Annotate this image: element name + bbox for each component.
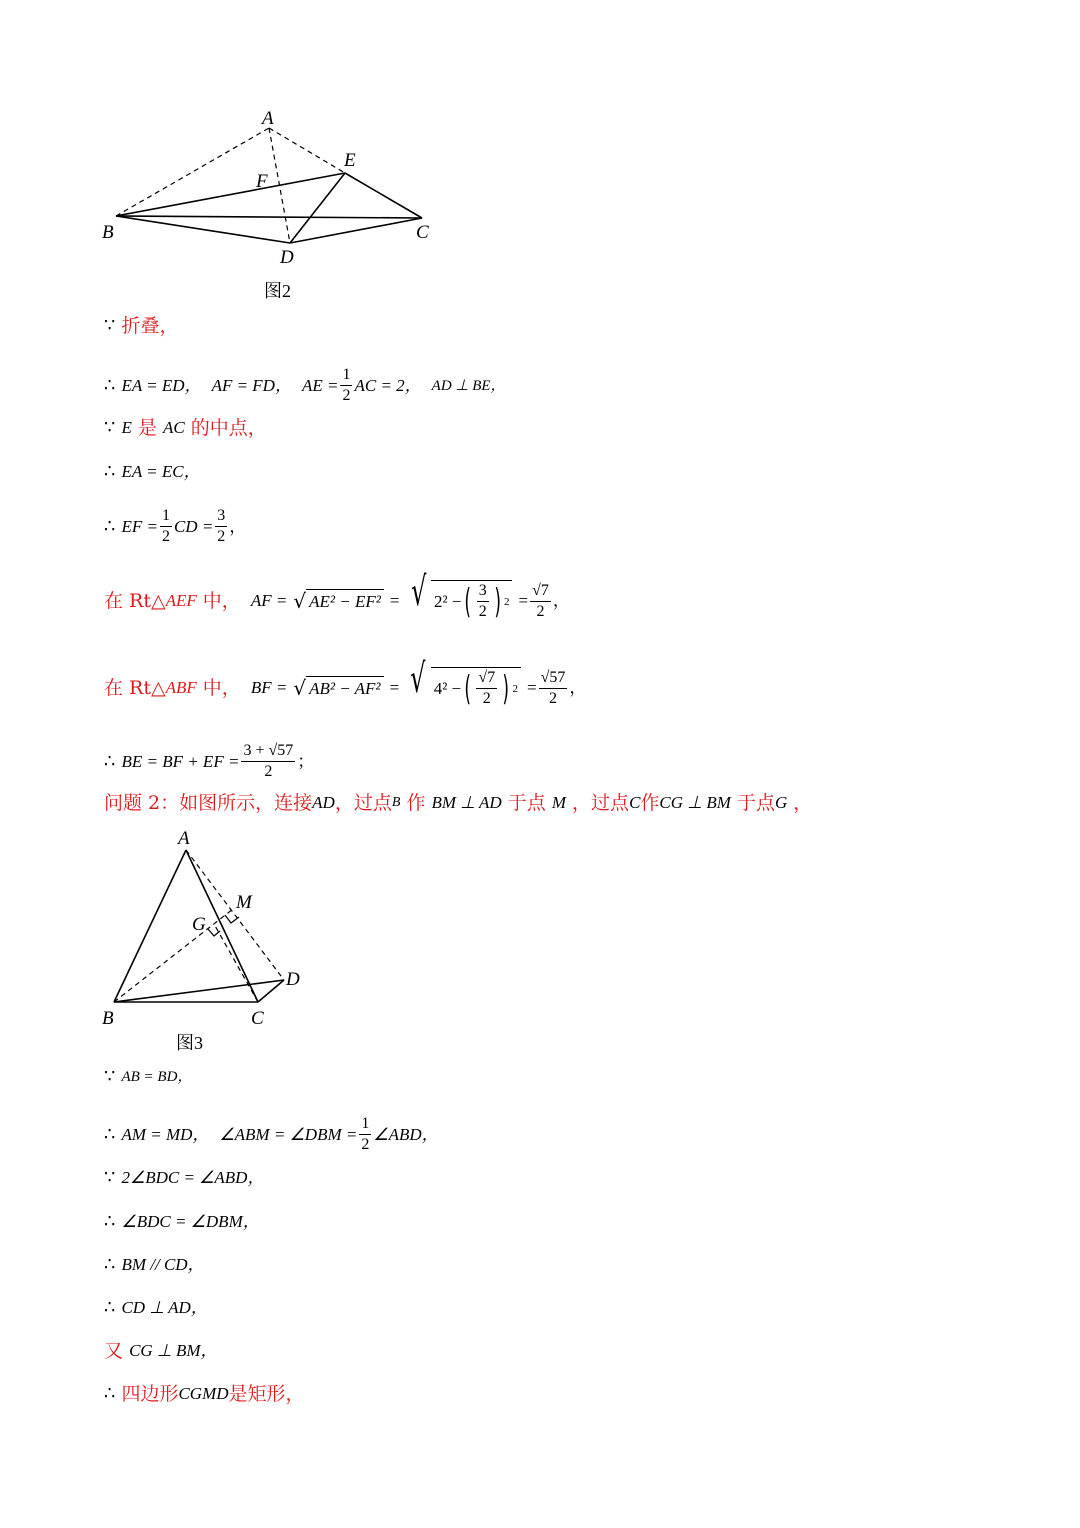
sqrt-sign: √ [293,675,307,700]
eq-ab-bd: AB = BD， [121,1069,193,1085]
label-C: C [416,222,429,243]
line-1-text: 折叠， [121,315,179,337]
quadrilateral-text: 四边形 [121,1383,179,1405]
fraction-numerator: 3 [477,581,489,602]
figure-2 [96,104,446,304]
line-12 [104,1166,264,1190]
segment-BE [116,173,345,216]
because-symbol: ∵ [104,417,116,438]
radicand-term: 4² − [433,678,462,698]
var-E: E [121,418,132,437]
q2-text-7: 于点 [736,792,775,814]
q2-text-6: 作 [640,792,660,814]
text-middle: 中， [202,677,241,699]
eq-ae-part2: AC = 2， [354,375,422,395]
var-BM-perp-AD: BM ⊥ AD [431,793,502,812]
therefore-symbol: ∴ [104,750,116,772]
line-2 [104,365,506,406]
line-4 [104,460,201,484]
fraction-numerator: √57 [539,668,568,689]
eq-ea-ed: EA = ED， [121,375,202,395]
also-text: 又 [104,1340,124,1362]
eq-bm-parallel-cd: BM // CD， [121,1255,205,1274]
equals: = [527,678,537,697]
line-8 [104,741,314,782]
radicand: 2² − ( $\frac{3}{2}$ ) 2 [431,580,512,622]
line-5 [104,506,246,547]
line-17 [104,1382,305,1406]
because-symbol: ∵ [104,1066,116,1087]
q2-text-3: 作 [406,792,426,814]
semicolon: ； [297,751,315,771]
line-13 [104,1210,260,1234]
sqrt-expr-1 [293,676,383,701]
fraction-result [530,581,551,622]
label-D: D [286,969,300,990]
figure-3-diagram [96,822,316,1032]
line-16 [104,1339,218,1363]
sqrt-expr-1 [293,589,383,614]
figure-3 [96,822,316,1032]
label-F: F [256,171,268,192]
fraction-denominator: 2 [548,689,557,707]
right-angle-M [225,915,239,923]
therefore-symbol: ∴ [104,515,116,537]
therefore-symbol: ∴ [104,1211,116,1232]
eq-2bdc-abd: 2∠BDC = ∠ABD， [121,1168,265,1187]
eq-af-fd: AF = FD， [211,375,292,395]
fraction-numerator: 1 [359,1114,371,1135]
var-G: G [774,793,788,812]
line-9-question-2 [104,791,812,815]
comma: ， [229,516,247,536]
fraction-numerator: √7 [476,668,497,689]
line-3-text-a: 是 [137,417,157,439]
fraction-denominator: 2 [161,528,170,545]
eq-ea-ec: EA = EC， [121,462,201,481]
label-M: M [236,892,252,913]
segment-EC [345,173,422,218]
sqrt-sign: √ [410,569,426,615]
var-C: C [629,793,641,812]
fraction-half [359,1114,371,1155]
segment-BC [116,216,422,218]
fraction-numerator: 1 [160,506,172,527]
fraction-denominator: 2 [264,763,273,780]
line-1 [104,314,178,338]
radicand: 4² − ( $\frac{√7}{2}$ ) 2 [431,667,521,709]
sqrt-sign: √ [410,656,426,702]
figure-2-caption: 图2 [264,281,291,301]
fraction-numerator: 1 [340,365,352,386]
radicand: AB² − AF² [306,676,383,701]
eq-bf: BF = [250,678,288,697]
eq-ae-part1: AE = [301,375,339,395]
label-B: B [102,1008,114,1029]
fraction-denominator: 2 [217,528,226,545]
fraction-denominator: 2 [342,387,351,404]
eq-angle-abm: ∠ABM = ∠DBM = [219,1124,358,1144]
fraction-numerator: √7 [530,581,551,602]
fraction-numerator: 3 + √57 [241,741,295,762]
segment-BM-dashed [114,909,233,1002]
eq-ef: EF = [121,516,158,536]
fraction-three-halves [215,506,227,547]
sqrt-expr-2 [405,656,521,709]
label-D: D [280,247,294,268]
eq-af: AF = [250,591,288,610]
segment-AE-dashed [269,128,345,173]
triangle-ABF: ABF [165,678,197,697]
line-3-text-b: 的中点， [190,417,267,439]
fraction-be-result [241,741,295,782]
label-G: G [192,914,206,935]
line-6 [104,569,570,622]
eq-ad-perp-be: AD ⊥ BE， [431,377,506,394]
eq-am-md: AM = MD， [121,1124,210,1144]
in-rt-triangle: 在 Rt△ [104,677,166,699]
equals: = [518,591,529,610]
comma: ， [569,678,587,697]
label-E: E [344,150,356,171]
q2-text-4: 于点 [507,792,546,814]
eq-cg-perp-bm: CG ⊥ BM， [129,1341,218,1360]
line-10 [104,1065,192,1089]
text-middle: 中， [202,590,241,612]
label-A: A [178,828,190,849]
because-symbol: ∵ [104,1167,116,1188]
radicand-term: 2² − [434,591,462,611]
line-7 [104,656,587,709]
line-11 [104,1114,439,1155]
therefore-symbol: ∴ [104,374,116,396]
triangle-AEF: AEF [165,591,197,610]
var-CGMD: CGMD [178,1384,229,1403]
sqrt-sign: √ [293,588,307,613]
var-AD: AD [312,793,335,812]
is-rectangle-text: 是矩形， [228,1383,305,1405]
segment-AB [114,850,186,1002]
fraction-denominator: 2 [482,690,491,707]
fraction-half [340,365,352,406]
var-CG-perp-BM: CG ⊥ BM [659,793,731,812]
segment-AB-dashed [116,128,269,216]
fraction-numerator: 3 [215,506,227,527]
line-15 [104,1296,208,1320]
therefore-symbol: ∴ [104,461,116,482]
fraction-result [539,668,568,709]
fraction-denominator: 2 [478,603,487,620]
line-14 [104,1253,205,1277]
segment-DE [290,173,345,243]
line-3 [104,416,267,440]
eq-cd: CD = [173,516,214,536]
fraction-half [160,506,172,547]
segment-BD [114,980,284,1002]
fraction-root7-halves [476,668,497,709]
fraction-denominator: 2 [361,1136,370,1153]
var-B: B [391,795,401,810]
figure-3-caption: 图3 [176,1033,203,1053]
fraction-three-halves [477,581,489,622]
eq-angle-abd: ∠ABD， [373,1124,439,1144]
q2-text-2: ，过点 [334,792,392,814]
eq-bdc-dbm: ∠BDC = ∠DBM， [121,1212,260,1231]
fraction-denominator: 2 [536,602,545,620]
therefore-symbol: ∴ [104,1254,116,1275]
q2-text-5: ，过点 [572,792,630,814]
therefore-symbol: ∴ [104,1297,116,1318]
equals: = [389,591,400,610]
therefore-symbol: ∴ [104,1123,116,1145]
in-rt-triangle: 在 Rt△ [104,590,166,612]
right-angle-G [208,929,220,936]
radicand: AE² − EF² [306,589,384,614]
therefore-symbol: ∴ [104,1383,116,1404]
segment-BD [116,216,290,243]
label-A: A [262,108,274,129]
segment-DC [290,218,422,243]
equals: = [389,678,400,697]
segment-CG-dashed [214,924,258,1002]
segment-AD-dashed [269,128,290,243]
because-symbol: ∵ [104,315,116,336]
q2-text-1: 问题 2：如图所示，连接 [104,792,313,814]
var-M: M [551,793,566,812]
eq-be: BE = BF + EF = [121,751,240,771]
var-AC: AC [162,418,185,437]
figure-2-diagram [96,104,446,304]
q2-text-8: ， [793,792,813,814]
label-C: C [251,1008,264,1029]
eq-cd-perp-ad: CD ⊥ AD， [121,1298,208,1317]
label-B: B [102,222,114,243]
sqrt-expr-2 [406,569,513,622]
comma: ， [552,591,570,610]
